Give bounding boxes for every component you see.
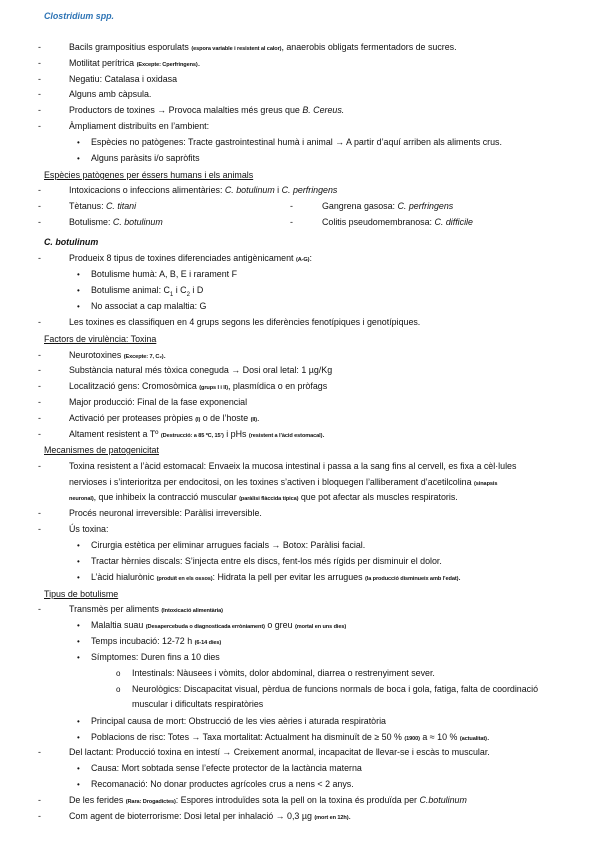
bullet-marker: - [38,350,41,360]
bullet-marker: - [38,461,41,471]
text-line [91,619,346,635]
text-line: : Hidrata la pell per evitar les arrugues [212,572,365,582]
text-line: . [458,572,461,582]
bullet-marker: - [38,253,41,263]
text-line: Localització gens: Cromosòmica [69,381,200,391]
text-line: . [322,429,325,439]
text-line: que pot afectar als muscles respiratoris. [298,492,458,502]
text-line: No associat a cap malaltia: G [91,301,207,311]
small-annotation: (Excepte: 7, C₂) [123,354,164,360]
text-line: i pHs [223,429,249,439]
bullet-marker: - [38,795,41,805]
bullet-marker: • [77,637,80,646]
small-annotation: (Destrucció: a 85 ºC, 15’) [160,433,224,439]
text-line: i C [173,285,187,295]
text-line [69,476,497,492]
text-line: B. Cereus. [302,105,345,115]
text-line: Temps incubació: 12-72 h [91,636,195,646]
section-heading: Tipus de botulisme [44,589,119,599]
bullet-marker: - [38,397,41,407]
text-line [69,810,351,826]
section-heading: Espècies patògenes per éssers humans i els animals [44,170,254,180]
text-line [69,57,200,73]
text-line [91,635,221,651]
text-line: i [274,185,282,195]
text-line [69,200,136,214]
small-annotation: (sinapsis [474,481,498,487]
text-line: Substància natural més tòxica coneguda → Dosi oral letal: 1 µg/Kg [69,365,333,375]
text-line: Altament resistent a Tº [69,429,161,439]
text-line: . [348,811,351,821]
text-line: o de l’hoste [200,413,251,423]
text-line: C.botulinum [419,795,467,805]
small-annotation: (Rara: Drogadictes) [125,799,176,805]
text-line [69,41,457,57]
text-line: Alguns paràsits i/o sapròfits [91,153,200,163]
small-annotation: (resistent a l’àcid estomacal) [248,433,323,439]
bullet-marker: • [77,302,80,311]
small-annotation: neuronal) [69,496,94,502]
bullet-marker: - [38,121,41,131]
text-line: 2 [186,291,190,298]
text-line: , que inhibeix la contracció muscular [93,492,240,502]
text-line [322,200,453,214]
small-annotation: (Excepte: Cperfringens) [136,62,198,68]
bullet-marker: - [38,811,41,821]
bullet-marker: o [116,669,121,678]
bullet-marker: - [38,365,41,375]
text-line: Produeix 8 tipus de toxines diferenciades antigènicament [69,253,296,263]
bullet-marker: - [38,42,41,52]
text-line: Espècies no patògenes: Tracte gastrointestinal humà i animal → A partir d’aquí arriben als aliments crus. [91,137,502,147]
text-line: Transmès per aliments [69,604,162,614]
bullet-marker: - [38,747,41,757]
text-line: i D [189,285,204,295]
text-line: Activació per proteases pròpies [69,413,196,423]
text-line: Cirurgia estètica per eliminar arrugues facials → Botox: Paràlisi facial. [91,540,366,550]
text-line: Bacils grampositius esporulats [69,42,189,52]
text-line: Principal causa de mort: Obstrucció de les vies aèries i aturada respiratòria [91,716,386,726]
text-line: Intestinals: Nàusees i vòmits, dolor abdominal, diarrea o restrenyiment sever. [132,668,435,678]
text-line: a ≈ 10 % [419,732,460,742]
bullet-marker: - [38,217,41,227]
small-annotation: (espora variable i resistent al calor) [191,46,282,52]
bullet-marker: • [77,541,80,550]
text-line: Botulisme animal: C [91,285,170,295]
small-annotation: (II) [250,417,258,423]
small-annotation: (la producció disminueix amb l’edat) [364,576,459,582]
small-annotation: (1900) [404,736,420,742]
text-line [91,284,203,298]
text-line: Motilitat perítrica [69,58,135,68]
text-line [69,349,166,365]
text-line [91,571,461,587]
text-line: Ús toxina: [69,524,109,534]
small-annotation: (A-G) [295,257,310,263]
text-line: Productors de toxines → Provoca malalties més greus que [69,105,303,115]
text-line: Neurotoxines [69,350,124,360]
bullet-marker: • [77,780,80,789]
section-heading: C. botulinum [44,237,99,247]
text-line: Negatiu: Catalasa i oxidasa [69,74,178,84]
bullet-marker: • [77,270,80,279]
text-line: C. titani [106,201,137,211]
text-line [69,794,467,810]
text-line: C. perfringens [397,201,454,211]
small-annotation: (mort en 12h) [314,815,349,821]
text-line: Del lactant: Producció toxina en intestí → Creixement anormal, incapacitat de llevar-se i escàs to muscular. [69,747,490,757]
text-line: C. botulinum [112,217,163,227]
bullet-marker: - [38,317,41,327]
bullet-marker: • [77,653,80,662]
text-line: Colitis pseudomembranosa: [322,217,435,227]
bullet-marker: • [77,154,80,163]
small-annotation: (actualitat) [459,736,487,742]
text-line [69,603,223,619]
small-annotation: (Desapercebuda o diagnosticada erròniament) [145,624,265,630]
text-line: : [309,253,312,263]
text-line: Recomanació: No donar productes agrícoles crus a nens < 2 anys. [91,779,354,789]
bullet-marker: • [77,764,80,773]
bullet-marker: - [38,185,41,195]
bullet-marker: - [38,381,41,391]
text-line [91,731,489,747]
text-line [69,428,325,444]
text-line [69,252,312,268]
bullet-marker: - [38,201,41,211]
text-line: Botulisme humà: A, B, E i rarament F [91,269,237,279]
text-line [69,104,344,118]
text-line: Gangrena gasosa: [322,201,398,211]
text-line: C. difficile [434,217,473,227]
bullet-marker: - [38,105,41,115]
text-line: Neurològics: Discapacitat visual, pèrdua de funcions normals de boca i gola, fatiga, falta de coordinació [132,684,539,694]
text-line: De les ferides [69,795,126,805]
small-annotation: (grups I i II) [199,385,228,391]
text-line: , plasmídica o en pròfags [227,381,328,391]
document-title: Clostridium spp. [44,11,115,21]
section-heading: Mecanismes de patogenicitat [44,445,159,455]
text-line [322,216,473,230]
bullet-marker: o [116,685,121,694]
text-line: : Espores introduïdes sota la pell on la toxina és produïda per [175,795,420,805]
text-line [69,216,163,230]
bullet-marker: - [38,604,41,614]
text-line: muscular i dificultats respiratòries [132,699,264,709]
text-line: Tètanus: [69,201,106,211]
text-line [69,412,260,428]
text-line [69,184,337,198]
text-line: . [163,350,166,360]
bullet-marker: • [77,733,80,742]
small-annotation: (Intoxicació alimentària) [161,608,223,614]
bullet-marker: • [77,138,80,147]
text-line: . [197,58,201,68]
bullet-marker: - [38,429,41,439]
text-line: , anaerobis obligats fermentadors de sucres. [281,42,457,52]
text-line: Causa: Mort sobtada sense l’efecte protector de la lactància materna [91,763,362,773]
bullet-marker: - [290,217,293,227]
bullet-marker: - [38,413,41,423]
bullet-marker: - [38,89,41,99]
bullet-marker: • [77,557,80,566]
small-annotation: (6-14 dies) [194,640,222,646]
text-line: Poblacions de risc: Totes → Taxa mortalitat: Actualment ha disminuït de ≥ 50 % [91,732,405,742]
bullet-marker: - [38,58,41,68]
bullet-marker: - [38,74,41,84]
text-line: . [257,413,260,423]
text-line: Tractar hèrnies discals: S’injecta entre els discs, fent-los més rígids per disminuir el dolor. [91,556,442,566]
bullet-marker: - [38,508,41,518]
text-line: Com agent de bioterrorisme: Dosi letal per inhalació → 0,3 µg [69,811,315,821]
bullet-marker: • [77,717,80,726]
text-line: Intoxicacions o infeccions alimentàries: [69,185,225,195]
bullet-marker: • [77,573,80,582]
small-annotation: (I) [195,417,201,423]
text-line [69,491,458,507]
section-heading: Factors de virulència: Toxina [44,334,157,344]
bullet-marker: - [290,201,293,211]
small-annotation: (paràlisi flàccida típica) [239,496,299,502]
small-annotation: (mortal en uns dies) [294,624,347,630]
text-line: C. botulinum [224,185,275,195]
text-line: Botulisme: [69,217,113,227]
text-line: Les toxines es classifiquen en 4 grups segons les diferències fenotípiques i genotípiques. [69,317,421,327]
text-line: C. perfringens [281,185,338,195]
text-line: Símptomes: Duren fins a 10 dies [91,652,220,662]
text-line: . [486,732,490,742]
text-line: Procés neuronal irreversible: Paràlisi irreversible. [69,508,262,518]
text-line: Àmpliament distribuïts en l’ambient: [69,121,210,131]
text-line: o greu [264,620,295,630]
small-annotation: (produït en els ossos) [156,576,213,582]
text-line: Toxina resistent a l’àcid estomacal: Envaeix la mucosa intestinal i passa a la sang fins al cervell, es fixa a cèl·lules [69,461,517,471]
text-line: Alguns amb càpsula. [69,89,152,99]
text-line: nervioses i s’interioritza per endocitosi, on les toxines s’activen i bloquegen l’alliberament d’acetilcolina [69,477,475,487]
text-line: Malaltia suau [91,620,146,630]
bullet-marker: • [77,621,80,630]
text-line: 1 [169,291,174,298]
text-line [69,380,327,396]
text-line: L’àcid hialurònic [91,572,157,582]
bullet-marker: • [77,286,80,295]
bullet-marker: - [38,524,41,534]
text-line: Major producció: Final de la fase exponencial [69,397,248,407]
